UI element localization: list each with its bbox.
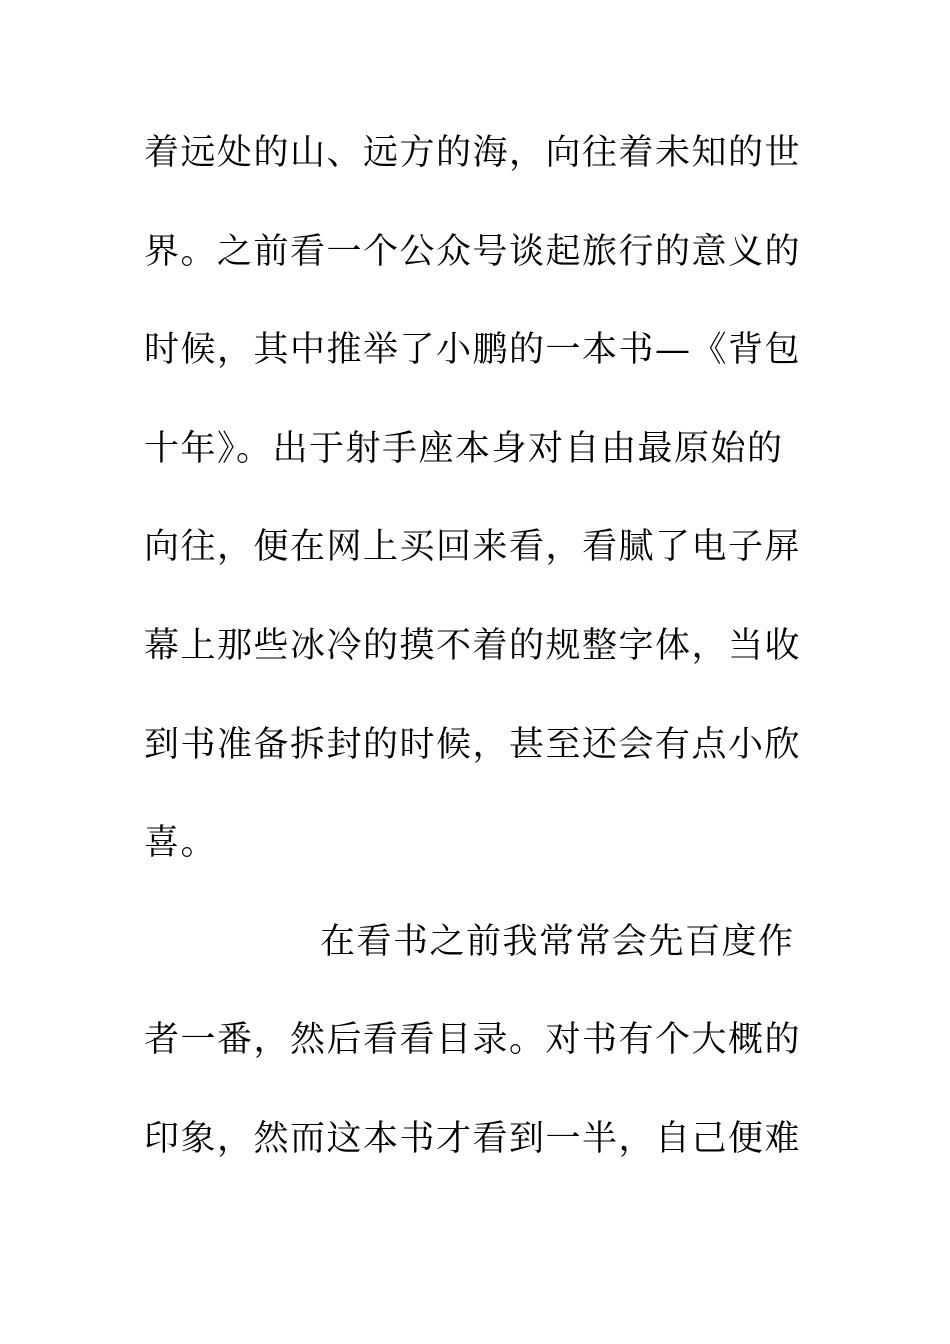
text-line: 十年》。出于射手座本身对自由最原始的	[144, 428, 784, 469]
text-line: 印象，然而这本书才看到一半，自己便难	[144, 1118, 802, 1159]
text-line: 者一番，然后看看目录。对书有个大概的	[144, 1020, 802, 1061]
text-line: 幕上那些冰冷的摸不着的规整字体，当收	[144, 625, 802, 666]
text-line: 喜。	[144, 823, 218, 864]
paragraph-start-line: 在看书之前我常常会先百度作	[320, 921, 795, 962]
text-line: 着远处的山、远方的海，向往着未知的世	[144, 133, 802, 173]
text-line: 到书准备拆封的时候，甚至还会有点小欣	[144, 724, 802, 765]
body-text	[144, 126, 802, 1211]
text-line: 界。之前看一个公众号谈起旅行的意义的	[144, 231, 802, 272]
text-line: 时候，其中推举了小鹏的一本书—《背包	[144, 330, 802, 371]
text-line: 向往，便在网上买回来看，看腻了电子屏	[144, 527, 802, 568]
